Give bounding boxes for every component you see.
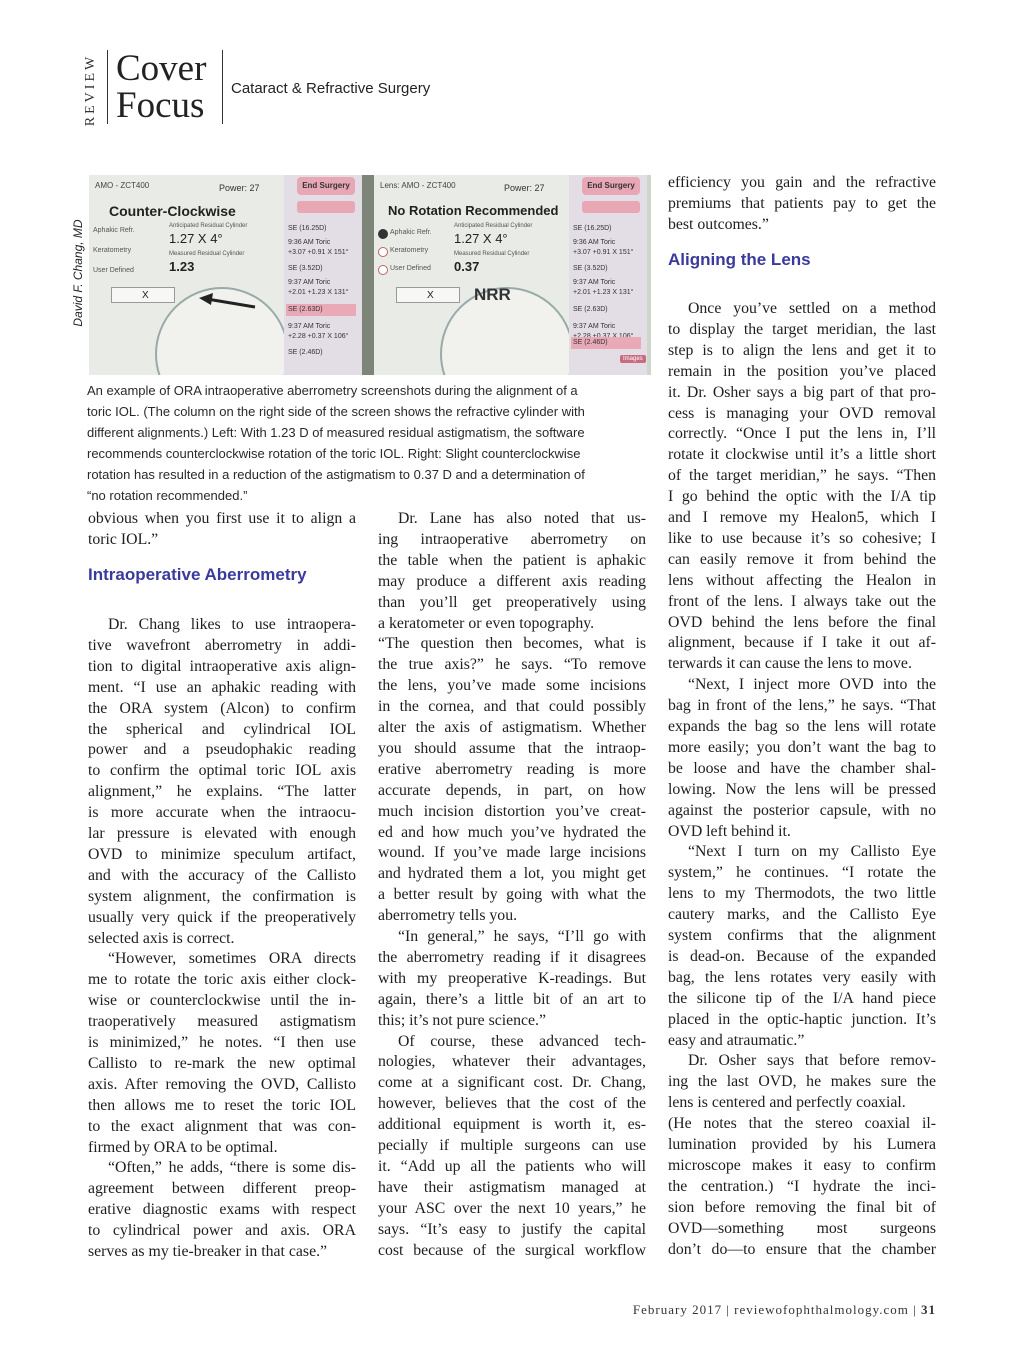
text-line: lumination provided by his Lumera (668, 1136, 936, 1153)
text-line: the lens, you’ve made some incisions (378, 677, 646, 695)
text-line: correctly. “Once I put the lens in, I’ll (668, 425, 936, 443)
measured-value: 1.23 (169, 259, 195, 274)
column-entry: 9:37 AM Toric (573, 279, 616, 286)
text-line: wound. If you’ve made large incisions (378, 844, 646, 862)
text-line: Dr. Osher says that before remov- (688, 1052, 936, 1070)
text-line: alignment,” he explains. “The latter (88, 783, 356, 801)
column-entry: SE (3.52D) (573, 265, 608, 272)
column-entry: SE (2.63D) (288, 306, 323, 313)
screen-right (374, 175, 647, 375)
side-label: Aphakic Refr. (93, 227, 135, 234)
cover-focus-title (116, 50, 206, 124)
nrr-label: NRR (474, 285, 511, 304)
photo-caption (87, 380, 647, 506)
column-entry: 9:36 AM Toric (573, 239, 616, 246)
text-line: “In general,” he says, “I’ll go with (398, 928, 646, 945)
caption-line: “no rotation recommended.” (87, 488, 248, 503)
text-line: tive wavefront aberrometry in addi- (88, 636, 356, 654)
lens-model: AMO - ZCT400 (95, 181, 150, 190)
column-entry: +3.07 +0.91 X 151° (288, 249, 349, 256)
text-line: OVD—something most surgeons (668, 1219, 936, 1237)
text-line: says. “It’s easy to justify the capital (378, 1220, 646, 1238)
side-label: User Defined (93, 267, 134, 274)
text-line: power and a pseudophakic reading (88, 741, 356, 759)
footer-text: February 2017 | reviewofophthalmology.com | (632, 1302, 921, 1317)
text-line: lowing. Now the lens will be pressed (668, 780, 936, 798)
text-line: “However, sometimes ORA directs (108, 950, 356, 968)
column-entry: 9:36 AM Toric (288, 239, 331, 246)
text-line: don’t do—to ensure that the chamber (668, 1240, 936, 1258)
section-title: Cataract & Refractive Surgery (231, 80, 431, 97)
column-entry: +3.07 +0.91 X 151° (573, 249, 634, 256)
caption-line: recommends counterclockwise rotation of the toric IOL. Right: Slight counterclockwise (87, 446, 581, 461)
text-line: cost because of the surgical workflow (378, 1241, 646, 1259)
side-label: Aphakic Refr. (390, 229, 432, 236)
side-label: User Defined (390, 265, 431, 272)
text-line: like to use because it’s so cohesive; I (668, 529, 936, 547)
x-field: X (396, 287, 460, 303)
text-line: I go behind the optic with the I/A tip (668, 488, 936, 506)
scroll-up-icon (297, 201, 355, 213)
text-line: obvious when you first use it to align a (88, 510, 356, 527)
text-line: aberrometry tells you. (378, 907, 518, 925)
text-line: ing intraoperative aberrometry on (378, 530, 646, 548)
text-line: ing the last OVD, he makes sure the (668, 1073, 936, 1091)
end-surgery-button: End Surgery (297, 177, 355, 195)
text-line: Dr. Chang likes to use intraopera- (108, 616, 356, 633)
text-line: lens without affecting the Healon in (668, 571, 936, 589)
text-line: system confirms that the alignment (668, 927, 936, 944)
text-line: front of the lens. I always take out the (668, 592, 936, 610)
text-line: ment. “I use an aphakic reading with (88, 678, 356, 696)
screen-left (89, 175, 362, 375)
radio-keratometry (378, 247, 388, 257)
text-line: toric IOL.” (88, 530, 159, 548)
anticipated-value: 1.27 X 4° (454, 231, 508, 246)
text-line: come at a significant cost. Dr. Chang, (378, 1074, 646, 1092)
text-line: lens to my Thermodots, the two little (668, 885, 936, 903)
text-line: rotate it clockwise until it’s a little short (668, 446, 936, 464)
power-label: Power: 27 (219, 183, 260, 193)
column-entry: +2.28 +0.37 X 106° (288, 333, 349, 340)
text-line: premiums that patients pay to get the (668, 194, 936, 212)
text-line: pecially if multiple surgeons can use (378, 1137, 646, 1154)
text-line: Callisto to re-mark the new optimal (88, 1054, 356, 1072)
text-line: the spherical and cylindrical IOL (88, 720, 356, 738)
measured-value: 0.37 (454, 259, 480, 274)
text-line: placed in the optic-haptic junction. It’s (668, 1010, 936, 1028)
text-line: remain in the position you’ve placed (668, 362, 936, 380)
text-line: lens is centered and perfectly coaxial. (668, 1094, 906, 1112)
counterclockwise-arrow-icon (197, 293, 257, 313)
text-line: nologies, whatever their advantages, (378, 1053, 646, 1071)
column-entry: 9:37 AM Toric (288, 323, 331, 330)
text-line: is minimized,” he notes. “I then use (88, 1034, 356, 1051)
caption-line: toric IOL. (The column on the right side of the screen shows the refractive cylinder with (87, 404, 585, 419)
section-heading: Intraoperative Aberrometry (88, 565, 307, 584)
text-line: “Often,” he adds, “there is some dis- (108, 1159, 356, 1177)
text-line: “Next, I inject more OVD into the (688, 676, 936, 694)
text-line: me to rotate the toric axis either clock- (88, 971, 356, 989)
text-line: terwards it can cause the lens to move. (668, 655, 912, 673)
text-line: cautery marks, and the Callisto Eye (668, 906, 936, 924)
text-line: a keratometer or even topography. (378, 614, 595, 632)
side-label: Keratometry (93, 247, 132, 254)
text-line: it. “Add up all the patients who will (378, 1157, 646, 1175)
text-line: erative aberrometry reading is more (378, 760, 646, 778)
text-line: and with the accuracy of the Callisto (88, 866, 356, 884)
text-line: the table when the patient is aphakic (378, 551, 646, 569)
column-entry: SE (2.63D) (573, 306, 608, 313)
column-entry: SE (3.52D) (288, 265, 323, 272)
measured-label: Measured Residual Cylinder (454, 251, 530, 257)
text-line: OVD to minimize speculum artifact, (88, 845, 356, 863)
text-line: lar pressure is elevated with enough (88, 825, 356, 842)
text-line: the centration.) “I hydrate the inci- (668, 1177, 936, 1195)
text-line: it. Dr. Osher says a big part of that pro- (668, 383, 936, 401)
caption-line: An example of ORA intraoperative aberrometry screenshots during the alignment of a (87, 383, 578, 398)
text-line: bag, the lens rotates very easily with (668, 968, 936, 986)
anticipated-value: 1.27 X 4° (169, 231, 223, 246)
text-line: to the exact alignment that was con- (88, 1117, 356, 1135)
text-line: usually very quick if the preoperatively (88, 908, 356, 926)
text-line: tion to digital intraoperative axis align- (88, 657, 356, 675)
text-line: is more accurate when the intraocu- (88, 804, 356, 822)
text-line: much incision distortion you’ve creat- (378, 802, 646, 820)
photo-credit: David F. Chang, MD (71, 219, 85, 327)
text-line: cess is managing your OVD removal (668, 404, 936, 422)
text-line: this; it’s not pure science.” (378, 1011, 547, 1029)
text-line: traoperatively measured astigmatism (88, 1013, 356, 1031)
text-line: agreement between different preop- (88, 1180, 356, 1198)
text-line: OVD behind the lens before the final (668, 613, 936, 631)
text-line: can easily remove it from behind the (668, 550, 936, 568)
text-line: Dr. Lane has also noted that us- (398, 510, 646, 527)
page-number: 31 (921, 1302, 936, 1317)
text-line: system alignment, the confirmation is (88, 887, 356, 905)
radio-aphakic (378, 229, 388, 239)
text-line: “Next I turn on my Callisto Eye (688, 843, 936, 861)
section-heading: Aligning the Lens (668, 250, 811, 269)
text-line: have their astigmatism managed at (378, 1178, 646, 1196)
aberrometry-photo (89, 175, 651, 375)
anticipated-label: Anticipated Residual Cylinder (454, 223, 533, 229)
caption-line: different alignments.) Left: With 1.23 D of measured residual astigmatism, the software (87, 425, 585, 440)
text-line: (He notes that the stereo coaxial il- (668, 1115, 936, 1133)
focus-word: Focus (116, 85, 205, 126)
power-label: Power: 27 (504, 183, 545, 193)
text-line: to cylindrical power and axis. ORA (88, 1222, 356, 1240)
page-footer (633, 1302, 936, 1318)
text-line: accurate depends, in part, on how (378, 781, 646, 799)
text-line: Of course, these advanced tech- (398, 1032, 646, 1050)
text-line: the ORA system (Alcon) to confirm (88, 699, 356, 717)
text-line: erative diagnostic exams with respect (88, 1201, 356, 1219)
text-line: alter the axis of astigmatism. Whether (378, 719, 646, 736)
text-line: however, believes that the cost of the (378, 1095, 646, 1113)
text-line: then allows me to reset the toric IOL (88, 1096, 356, 1114)
header-divider (107, 50, 108, 124)
text-line: ed and how much you’ve hydrated the (378, 823, 646, 841)
column-entry: SE (16.25D) (288, 225, 327, 232)
text-line: you should assume that the intraop- (378, 739, 646, 757)
text-line: best outcomes.” (668, 215, 769, 233)
text-line: be loose and have the chamber shal- (668, 759, 936, 777)
text-line: may produce a different axis reading (378, 572, 646, 590)
recommendation: Counter-Clockwise (109, 203, 236, 219)
text-line: wise or counterclockwise until the in- (88, 992, 356, 1010)
text-line: microscope makes it easy to confirm (668, 1156, 936, 1174)
text-line: and I remove my Healon5, which I (668, 509, 936, 526)
column-entry: 9:37 AM Toric (288, 279, 331, 286)
text-line: the true axis?” he says. “To remove (378, 656, 646, 674)
cover-word: Cover (116, 48, 207, 89)
review-label: REVIEW (83, 53, 98, 127)
measured-label: Measured Residual Cylinder (169, 251, 245, 257)
text-line: to confirm the optimal toric IOL axis (88, 762, 356, 780)
scroll-up-icon (582, 201, 640, 213)
images-button: Images (620, 355, 646, 363)
text-line: system,” he continues. “I rotate the (668, 864, 936, 882)
text-line: “The question then becomes, what is (378, 635, 646, 653)
text-line: with my preoperative K-readings. But (378, 969, 646, 987)
column-entry: +2.01 +1.23 X 131° (573, 289, 634, 296)
text-line: the silicone tip of the I/A hand piece (668, 989, 936, 1007)
text-line: a better result by going with what the (378, 886, 646, 904)
side-label: Keratometry (390, 247, 429, 254)
text-line: sion before removing the final bit of (668, 1198, 936, 1216)
column-entry: +2.01 +1.23 X 131° (288, 289, 349, 296)
text-line: easy and atraumatic.” (668, 1031, 805, 1049)
text-line: axis. After removing the OVD, Callisto (88, 1075, 356, 1093)
monitor-bezel (362, 175, 374, 375)
caption-line: rotation has resulted in a reduction of the astigmatism to 0.37 D and a determination of (87, 467, 585, 482)
text-line: step is to align the lens and get it to (668, 341, 936, 359)
anticipated-label: Anticipated Residual Cylinder (169, 223, 248, 229)
column-entry: SE (2.46D) (573, 339, 608, 346)
text-line: of the target meridian,” he says. “Then (668, 467, 936, 485)
column-entry: SE (16.25D) (573, 225, 612, 232)
text-line: Once you’ve settled on a method (688, 300, 936, 317)
text-line: bag in front of the lens,” he says. “That (668, 697, 936, 715)
end-surgery-button: End Surgery (582, 177, 640, 195)
text-line: than you’ll get preoperatively using (378, 593, 646, 611)
text-line: to display the target meridian, the last (668, 320, 936, 338)
text-line: OVD left behind it. (668, 822, 791, 840)
text-line: alignment, because if I take it out af- (668, 634, 936, 652)
text-line: expands the bag so the lens will rotate (668, 718, 936, 735)
recommendation: No Rotation Recommended (388, 203, 559, 218)
text-line: and hydrated them a lot, you might get (378, 865, 646, 883)
text-line: against the posterior capsule, with no (668, 801, 936, 819)
text-line: selected axis is correct. (88, 929, 235, 947)
radio-user-defined (378, 265, 388, 275)
text-line: firmed by ORA to be optimal. (88, 1138, 278, 1156)
text-line: again, there’s a little bit of an art to (378, 990, 646, 1008)
column-entry: SE (2.46D) (288, 349, 323, 356)
x-field: X (111, 287, 175, 303)
header-divider (222, 50, 223, 124)
text-line: more easily; you don’t want the bag to (668, 738, 936, 756)
column-entry: 9:37 AM Toric (573, 323, 616, 330)
text-line: your ASC over the next 10 years,” he (378, 1199, 646, 1217)
text-line: is dead-on. Because of the expanded (668, 947, 936, 965)
text-line: efficiency you gain and the refractive (668, 174, 936, 191)
text-line: additional equipment is worth it, es- (378, 1116, 646, 1134)
text-line: in the cornea, and that could possibly (378, 698, 646, 716)
lens-model: Lens: AMO - ZCT400 (380, 181, 456, 190)
text-line: serves as my tie-breaker in that case.” (88, 1243, 328, 1260)
text-line: the aberrometry reading if it disagrees (378, 948, 646, 966)
